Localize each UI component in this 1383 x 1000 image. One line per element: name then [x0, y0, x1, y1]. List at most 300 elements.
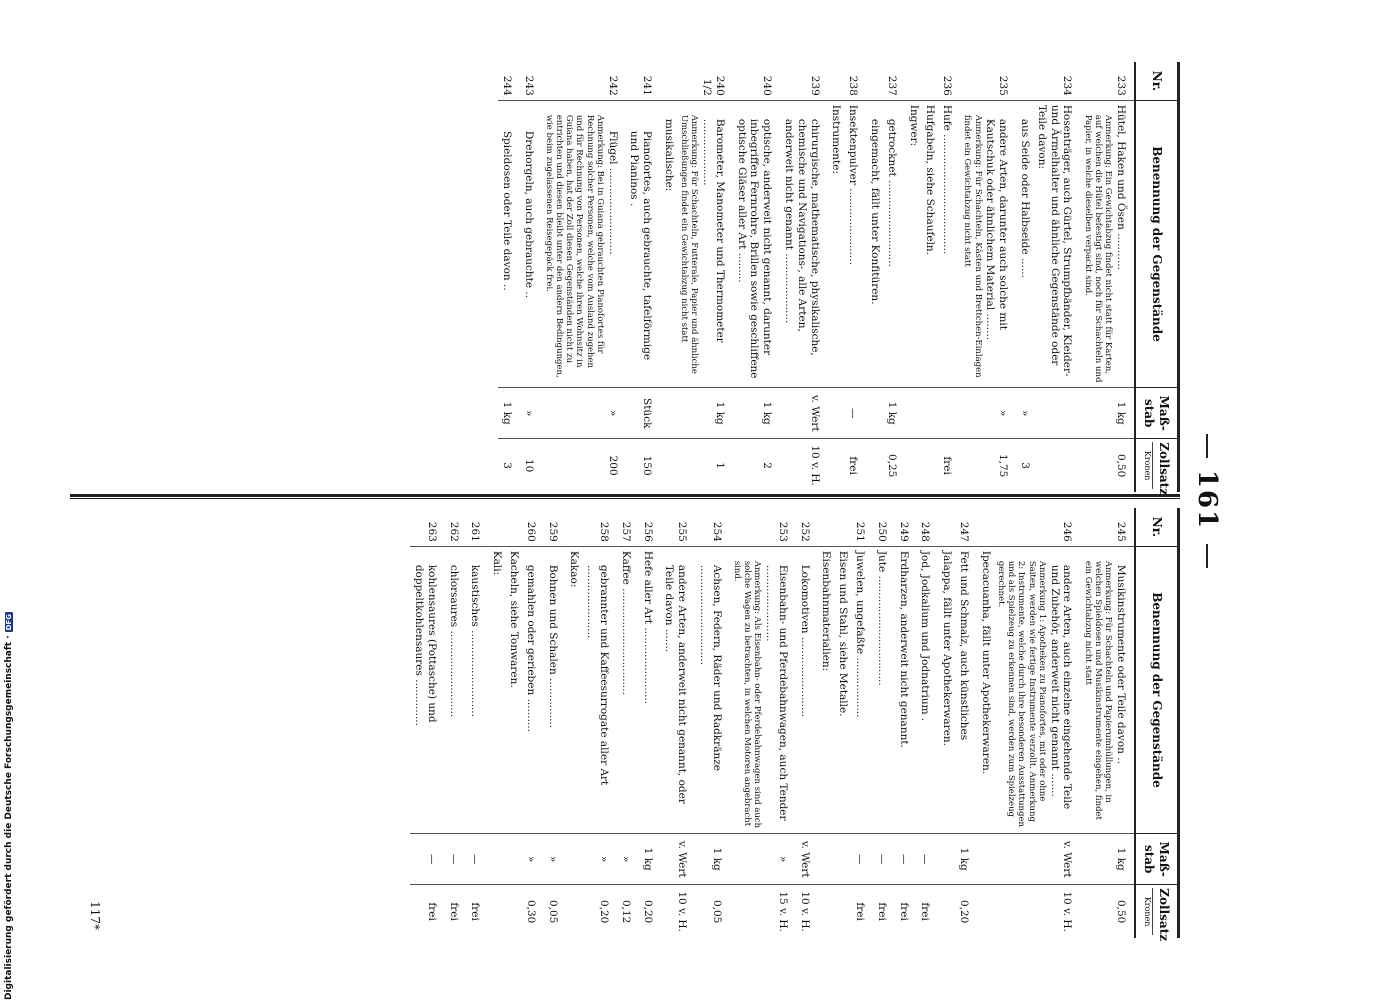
item-number: 238 [847, 75, 860, 96]
item-description-text: Eisenbahnmaterialien: [820, 550, 833, 672]
table-row [977, 508, 994, 938]
item-duty: 0,20 [955, 885, 977, 938]
item-description-text: musikalische: [662, 118, 675, 192]
item-unit: » [542, 388, 626, 439]
item-duty [905, 439, 922, 492]
item-number [828, 62, 845, 100]
item-note: Anmerkung: Für Schachteln, Kästen und Brettchen-Einlagen findet ein Gewichtabzug nicht statt [962, 114, 983, 378]
item-duty: 3 [498, 439, 520, 492]
item-number: 241 [641, 75, 654, 96]
item-description-text: Ipecacuanha, fällt unter Apothekerwaren. [979, 550, 992, 775]
item-number: 259 [546, 521, 559, 542]
item-duty: 0,05 [544, 885, 566, 938]
header-nr: Nr. [1135, 508, 1179, 546]
item-unit: 1 kg [733, 388, 780, 439]
item-description [488, 546, 505, 833]
item-unit [922, 388, 939, 439]
item-number: 240 [761, 75, 774, 96]
item-description-text: Bohnen und Schalen ............... [546, 564, 559, 729]
item-description [520, 100, 542, 387]
item-duty: 10 v. H. [994, 885, 1081, 938]
item-unit: — [410, 834, 445, 885]
table-row [677, 62, 733, 492]
item-duty: frei [938, 439, 960, 492]
item-number [938, 508, 955, 546]
item-description [895, 546, 917, 833]
item-number: 239 [808, 75, 821, 96]
item-description-text: Drehorgeln, auch gebrauchte .. [522, 130, 535, 299]
item-number [505, 508, 522, 546]
item-description-text: andere Arten, auch einzelne eingehende Teile und Zubehör, anderweit nicht genannt ....... [1048, 564, 1074, 810]
item-description [905, 100, 922, 387]
item-number: 253 [776, 521, 789, 542]
item-unit [828, 388, 845, 439]
item-description-text: Eisen und Stahl, siehe Metalle. [837, 550, 850, 717]
item-description [960, 100, 1016, 387]
item-number: 246 [1061, 521, 1074, 542]
item-description-text: Instrumente: [830, 104, 843, 175]
table-row [730, 508, 796, 938]
item-number [488, 508, 505, 546]
table-row [866, 62, 883, 492]
table-row [938, 62, 960, 492]
item-number: 258 [597, 521, 610, 542]
table-row [1080, 62, 1134, 492]
header-zoll [1135, 885, 1179, 942]
item-unit: 1 kg [639, 834, 661, 885]
item-description [660, 100, 677, 387]
table-row [905, 62, 922, 492]
item-unit: » [960, 388, 1016, 439]
item-number: 248 [919, 521, 932, 542]
left-column [70, 62, 1180, 496]
item-unit: 1 kg [695, 834, 730, 885]
item-number: 233 [1114, 75, 1127, 96]
header-zoll-unit: Kronen [1142, 888, 1153, 935]
item-unit: » [544, 834, 566, 885]
item-description [796, 546, 818, 833]
item-description [828, 100, 845, 387]
item-description [866, 100, 883, 387]
header-zoll-label: Zollsatz [1156, 442, 1171, 496]
item-description-text: Kali: [491, 550, 504, 576]
header-desc: Benennung der Gegenstände [1135, 546, 1179, 833]
item-description-text: Hütel, Haken und Ösen ........... [1114, 104, 1127, 270]
item-description-text: Jalappa, fällt unter Apothekerwaren. [941, 550, 954, 747]
header-zoll-label: Zollsatz [1156, 888, 1171, 942]
item-duty: frei [873, 885, 895, 938]
item-number: 235 [997, 75, 1010, 96]
table-row [498, 62, 520, 492]
item-description [844, 100, 866, 387]
item-number: 234 [1061, 75, 1074, 96]
table-row [994, 508, 1081, 938]
item-description-text: Eisenbahn- und Pferdebahnwagen, auch Tender ....................... [764, 564, 789, 821]
item-note: Anmerkung: Ein Gewichtabzug findet nicht statt für Karten, auf welchen die Hütel befestigt sind, noch für Schachteln und Papier, in welche dieselben verpackt sind. [1082, 114, 1113, 383]
item-unit: 1 kg [1080, 388, 1134, 439]
item-description-text: Jod, Jodkalium und Jodnatrium . [919, 550, 932, 722]
item-unit [977, 834, 994, 885]
item-number [566, 508, 583, 546]
item-note: Anmerkung: Für Schachteln, Futterale, Papier und ähnliche Umschließungen findet ein Gewichtabzug nicht statt [679, 114, 700, 374]
table-row [733, 62, 780, 492]
item-number [818, 508, 835, 546]
table-row [522, 508, 544, 938]
item-description [955, 546, 977, 833]
item-note: Anmerkung: Für Schachteln und Papierumhüllungen, in welchen Spieldosen und Musikinstrumente eingehen, findet ein Gewichtabzug nicht statt [1082, 560, 1113, 820]
item-description-text: Lokomotiven ........................ [798, 564, 811, 717]
item-description [733, 100, 780, 387]
item-description-text: Barometer, Manometer und Thermometer .................... [701, 118, 726, 343]
item-duty: 0,50 [1080, 439, 1134, 492]
table-row [505, 508, 522, 938]
item-description [922, 100, 939, 387]
item-unit: » [522, 834, 544, 885]
item-unit: v. Wert [994, 834, 1081, 885]
item-description [873, 546, 895, 833]
item-duty: 1,75 [960, 439, 1016, 492]
item-unit: — [445, 834, 467, 885]
item-duty: 0,05 [695, 885, 730, 938]
item-unit: Stück [626, 388, 661, 439]
item-description [467, 546, 489, 833]
item-unit: v. Wert [661, 834, 696, 885]
item-duty: 0,20 [582, 885, 617, 938]
item-description-text: andere Arten, darunter auch solche mit Kautschuk oder ähnlichem Material ........ [984, 118, 1010, 341]
item-unit: » [1016, 388, 1033, 439]
item-number: 256 [641, 521, 654, 542]
item-unit [660, 388, 677, 439]
dfg-logo: DFG [5, 614, 13, 631]
item-duty: 10 [520, 439, 542, 492]
item-description [617, 546, 639, 833]
item-duty [1033, 439, 1080, 492]
table-row [1033, 62, 1080, 492]
item-description-text: gebrannter und Kaffeesurrogate aller Art ...................... [585, 564, 610, 786]
item-unit [818, 834, 835, 885]
item-description-text: Erdharzen, anderweit nicht genannt. [897, 550, 910, 748]
table-row [828, 62, 845, 492]
item-description [730, 546, 796, 833]
item-description [522, 546, 544, 833]
item-number: 240 1/2 [701, 75, 726, 96]
table-row [818, 508, 835, 938]
item-duty: 10 v. H. [780, 439, 827, 492]
item-description [695, 546, 730, 833]
item-description-text: eingemacht, fällt unter Konfitüren. [869, 118, 882, 305]
item-duty: 0,50 [1080, 885, 1134, 938]
table-row [1016, 62, 1033, 492]
header-zoll-unit: Kronen [1142, 442, 1153, 489]
header-desc: Benennung der Gegenstände [1135, 100, 1179, 387]
item-unit: 1 kg [498, 388, 520, 439]
table-row [544, 508, 566, 938]
item-number: 260 [524, 521, 537, 542]
item-description [834, 546, 851, 833]
item-number: 251 [854, 521, 867, 542]
item-description [938, 546, 955, 833]
item-unit [488, 834, 505, 885]
item-description-text: Pianofortes, auch gebrauchte, tafelförmige und Pianinos . [628, 130, 654, 361]
item-description [1080, 546, 1134, 833]
table-row [873, 508, 895, 938]
item-description [994, 546, 1081, 833]
table-row [796, 508, 818, 938]
item-description-text: getrocknet .......................... [885, 118, 898, 267]
item-unit: » [582, 834, 617, 885]
item-unit [938, 834, 955, 885]
item-unit: — [895, 834, 917, 885]
item-description [566, 546, 583, 833]
item-description-text: Achsen, Federn, Räder und Radkränze .............................. [697, 564, 723, 771]
item-number [977, 508, 994, 546]
header-nr: Nr. [1135, 62, 1179, 100]
item-unit [866, 388, 883, 439]
item-duty: 0,20 [639, 885, 661, 938]
item-unit [1033, 388, 1080, 439]
tariff-table-right [410, 508, 1180, 942]
item-description [582, 546, 617, 833]
item-unit [938, 388, 960, 439]
item-duty: frei [917, 885, 939, 938]
item-description [851, 546, 873, 833]
item-duty: 1 [677, 439, 733, 492]
item-description [445, 546, 467, 833]
item-duty: frei [445, 885, 467, 938]
item-unit [905, 388, 922, 439]
table-row [844, 62, 866, 492]
item-duty [866, 439, 883, 492]
table-row [955, 508, 977, 938]
item-number: 254 [710, 521, 723, 542]
item-duty [660, 439, 677, 492]
item-duty: 0,12 [617, 885, 639, 938]
item-duty: frei [844, 439, 866, 492]
item-number: 262 [447, 521, 460, 542]
item-number: 261 [469, 521, 482, 542]
item-description [639, 546, 661, 833]
table-row [922, 62, 939, 492]
item-unit: 1 kg [677, 388, 733, 439]
item-description [544, 546, 566, 833]
item-description-text: Hefe aller Art ....................... [641, 550, 654, 705]
item-duty: 150 [626, 439, 661, 492]
item-duty: 3 [1016, 439, 1033, 492]
table-row [445, 508, 467, 938]
item-number: 245 [1114, 521, 1127, 542]
column-divider [70, 494, 1180, 499]
item-unit [834, 834, 851, 885]
item-description-text: Juwelen, ungefaßte .................. [854, 550, 867, 718]
right-column [70, 508, 1180, 942]
item-duty [834, 885, 851, 938]
item-description-text: Fett und Schmalz, auch künstliches [958, 550, 971, 741]
table-row [639, 508, 661, 938]
item-description [661, 546, 696, 833]
table-row [582, 508, 617, 938]
table-row [695, 508, 730, 938]
item-duty: frei [851, 885, 873, 938]
table-row [661, 508, 696, 938]
item-duty [938, 885, 955, 938]
item-number: 255 [676, 521, 689, 542]
table-row [780, 62, 827, 492]
item-description [1033, 100, 1080, 387]
header-dash-right [1206, 544, 1208, 568]
item-unit: » [520, 388, 542, 439]
table-row [883, 62, 905, 492]
table-row [917, 508, 939, 938]
page-header [1188, 62, 1228, 938]
header-mass: Maß-stab [1135, 388, 1179, 439]
item-number [660, 62, 677, 100]
item-duty [828, 439, 845, 492]
item-description-text: Musikinstrumente oder Teile davon .. [1114, 564, 1127, 764]
table-row [410, 508, 445, 938]
table-row [626, 62, 661, 492]
item-description [626, 100, 661, 387]
item-unit: » [617, 834, 639, 885]
item-unit: 1 kg [883, 388, 905, 439]
item-description [917, 546, 939, 833]
item-description-text: Kaffee ................................ [619, 550, 632, 695]
item-duty [566, 885, 583, 938]
item-description-text: Hosenträger, auch Gürtel, Strumpfbänder, Kleider- und Ärmelhalter und ähnliche Gegenstände oder Teile davon: [1035, 104, 1074, 377]
item-duty: 0,30 [522, 885, 544, 938]
item-unit [566, 834, 583, 885]
item-number: 243 [522, 75, 535, 96]
item-unit: v. Wert [796, 834, 818, 885]
item-description-text: Hufe .................................... [941, 104, 954, 255]
item-number: 263 [425, 521, 438, 542]
table-row [834, 508, 851, 938]
tariff-table-left [498, 62, 1180, 496]
item-number: 236 [941, 75, 954, 96]
item-unit: » [730, 834, 796, 885]
item-duty [922, 439, 939, 492]
item-description-text: Spieldosen oder Teile davon .. [500, 130, 513, 291]
table-row [960, 62, 1016, 492]
item-duty [977, 885, 994, 938]
digitization-credit-text: Digitalisierung gefördert durch die Deutsche Forschungsgemeinschaft · [4, 635, 14, 1000]
left-table-body [498, 62, 1135, 492]
item-unit: — [917, 834, 939, 885]
item-unit: — [873, 834, 895, 885]
table-row [467, 508, 489, 938]
item-unit: — [844, 388, 866, 439]
page-number: 161 [1192, 469, 1222, 531]
item-duty: 2 [733, 439, 780, 492]
item-description-text: chlorsaures .......................... [447, 564, 460, 718]
item-duty: 10 v. H. [796, 885, 818, 938]
item-number: 247 [958, 521, 971, 542]
item-description [780, 100, 827, 387]
item-number: 244 [500, 75, 513, 96]
table-row [520, 62, 542, 492]
item-description-text: kohlensaures (Pottasche) und doppeltkohlensaures .............. [412, 564, 438, 726]
item-number [866, 62, 883, 100]
right-table-body [410, 508, 1135, 938]
item-description [505, 546, 522, 833]
item-number [905, 62, 922, 100]
item-duty: 10 v. H. [661, 885, 696, 938]
item-unit [505, 834, 522, 885]
table-row [895, 508, 917, 938]
item-description [410, 546, 445, 833]
item-duty [818, 885, 835, 938]
item-description-text: Kacheln, siehe Tonwaren. [507, 550, 520, 688]
table-row [938, 508, 955, 938]
item-description [938, 100, 960, 387]
item-description-text: Flügel .......................... [606, 130, 619, 255]
item-description [883, 100, 905, 387]
item-number [834, 508, 851, 546]
table-row [542, 62, 626, 492]
item-duty: frei [895, 885, 917, 938]
item-description-text: Kakao: [568, 550, 581, 588]
item-description [1080, 100, 1134, 387]
item-unit: 1 kg [955, 834, 977, 885]
header-zoll [1135, 439, 1179, 496]
item-number: 250 [875, 521, 888, 542]
digitization-credit [4, 612, 14, 1000]
item-description [677, 100, 733, 387]
table-row [617, 508, 639, 938]
footer-number: 117* [88, 901, 102, 930]
header-mass: Maß-stab [1135, 834, 1179, 885]
item-number: 237 [885, 75, 898, 96]
item-note: Anmerkung: Als Eisenbahn- oder Pferdebahnwagen sind auch solche Wagen zu betrachten, in welchen Motoren angebracht sind. [731, 560, 763, 829]
item-duty [488, 885, 505, 938]
item-description [542, 100, 626, 387]
item-note: Anmerkung 1: Apotheken zu Pianofortes, mit oder ohne Saiten, werden wie fertige Instrumente verzollt. Anmerkung 2: Instrumente, welche durch ihre besonderen Ausstattungen und als Spielzeug zu erkennen sind, werden zum Spielzeug gerechnet. [996, 560, 1047, 827]
item-unit: — [851, 834, 873, 885]
item-number [1016, 62, 1033, 100]
item-duty: frei [467, 885, 489, 938]
item-description-text: kaustisches .......................... [469, 564, 482, 717]
item-number: 242 [606, 75, 619, 96]
item-description [498, 100, 520, 387]
item-description [818, 546, 835, 833]
item-description-text: aus Seide oder Halbseide ...... [1019, 118, 1031, 278]
item-number [922, 62, 939, 100]
item-description-text: Insektenpulver ....................... [847, 104, 860, 265]
item-description-text: Hufgabeln, siehe Schaufeln. [924, 104, 937, 256]
item-description-text: gemahlen oder gerieben .......... [524, 564, 537, 732]
item-duty: 0,25 [883, 439, 905, 492]
item-duty [505, 885, 522, 938]
item-description-text: andere Arten, anderweit nicht genannt, oder Teile davon ....... [663, 564, 689, 804]
item-duty: 15 v. H. [730, 885, 796, 938]
item-unit: 1 kg [1080, 834, 1134, 885]
table-row [488, 508, 505, 938]
table-row [566, 508, 583, 938]
item-duty: frei [410, 885, 445, 938]
item-number: 249 [897, 521, 910, 542]
item-duty: 200 [542, 439, 626, 492]
item-number: 252 [798, 521, 811, 542]
item-description-text: Jute ................................. [875, 550, 888, 686]
item-description [1016, 100, 1033, 387]
table-row [660, 62, 677, 492]
item-number: 257 [619, 521, 632, 542]
item-description [977, 546, 994, 833]
table-row [1080, 508, 1134, 938]
item-description-text: chirurgische, mathematische, physikalische, chemische und Navigations-, alle Arten, anderweit nicht genannt ..................... [783, 118, 821, 356]
item-description-text: optische, anderweit nicht genannt, darunter inbegriffen Fernrohre, Brillen sowie geschliffene optische Gläser aller Art ......... [735, 118, 774, 379]
item-unit: — [467, 834, 489, 885]
item-note: Anmerkung: Bei in Guiana gebrauchten Pianofortes für Rechnung solcher Personen, welche vom Ausland zugehen und für Rechnung von Personen, welche ihren Wohnsitz in Guiana haben, hat der Zoll diesen Gegenständen nicht zu entrichten und diesen bleibt unter den andern Bedingungen, wie beim zugelassenen Reisegepäck frei. [543, 114, 605, 378]
